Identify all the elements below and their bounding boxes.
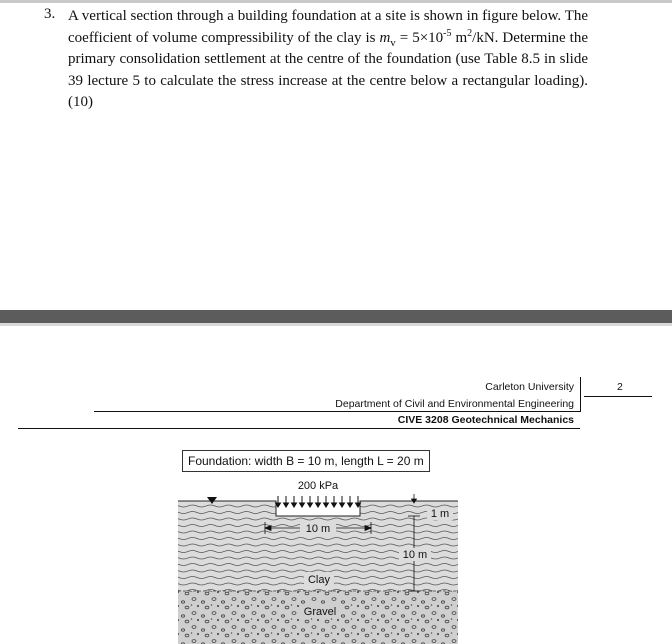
mv-symbol: m xyxy=(379,29,391,46)
question-number: 3. xyxy=(44,6,56,22)
header-department: Department of Civil and Environmental Engineering xyxy=(335,398,574,410)
page-break-bar xyxy=(0,310,672,323)
mv-exponent: -5 xyxy=(443,27,452,39)
width-label: 10 m xyxy=(305,523,331,535)
header-divider xyxy=(580,377,581,412)
header-course: CIVE 3208 Geotechnical Mechanics xyxy=(397,414,574,426)
header-university: Carleton University xyxy=(485,381,574,393)
header-rule-upper xyxy=(94,411,580,412)
page-break-edge xyxy=(0,323,672,326)
top-rule xyxy=(0,0,672,3)
depth-label-2: 10 m xyxy=(402,549,428,561)
gravel-label: Gravel xyxy=(303,606,337,618)
figure-title: Foundation: width B = 10 m, length L = 20 m xyxy=(182,450,430,472)
question-text xyxy=(68,6,588,114)
load-arrows xyxy=(276,496,361,507)
question-line-5: the centre below a rectangular loading). (10) xyxy=(68,72,588,111)
mv-subscript: v xyxy=(390,36,396,49)
mv-value: = 5×10 xyxy=(395,29,444,46)
load-label: 200 kPa xyxy=(297,480,339,492)
clay-label: Clay xyxy=(307,574,331,586)
unit-m: m xyxy=(455,29,468,46)
question-line-2: below. The coefficient of volume compressibility of the clay is xyxy=(68,8,589,46)
page-number: 2 xyxy=(617,381,623,393)
question-line-4: foundation (use Table 8.5 in slide 39 lecture 5 to calculate the stress increase at xyxy=(68,51,589,89)
header-page-rule xyxy=(584,396,652,397)
foundation-figure xyxy=(170,470,470,644)
header-rule-lower xyxy=(18,428,580,429)
unit-exponent: 2 xyxy=(467,27,473,39)
question-line-1: A vertical section through a building foundation at a site is shown in figure xyxy=(68,8,518,24)
depth-label-1: 1 m xyxy=(430,508,450,520)
question-line-3: /kN. Determine the primary consolidation settlement at the centre of the xyxy=(68,29,589,68)
